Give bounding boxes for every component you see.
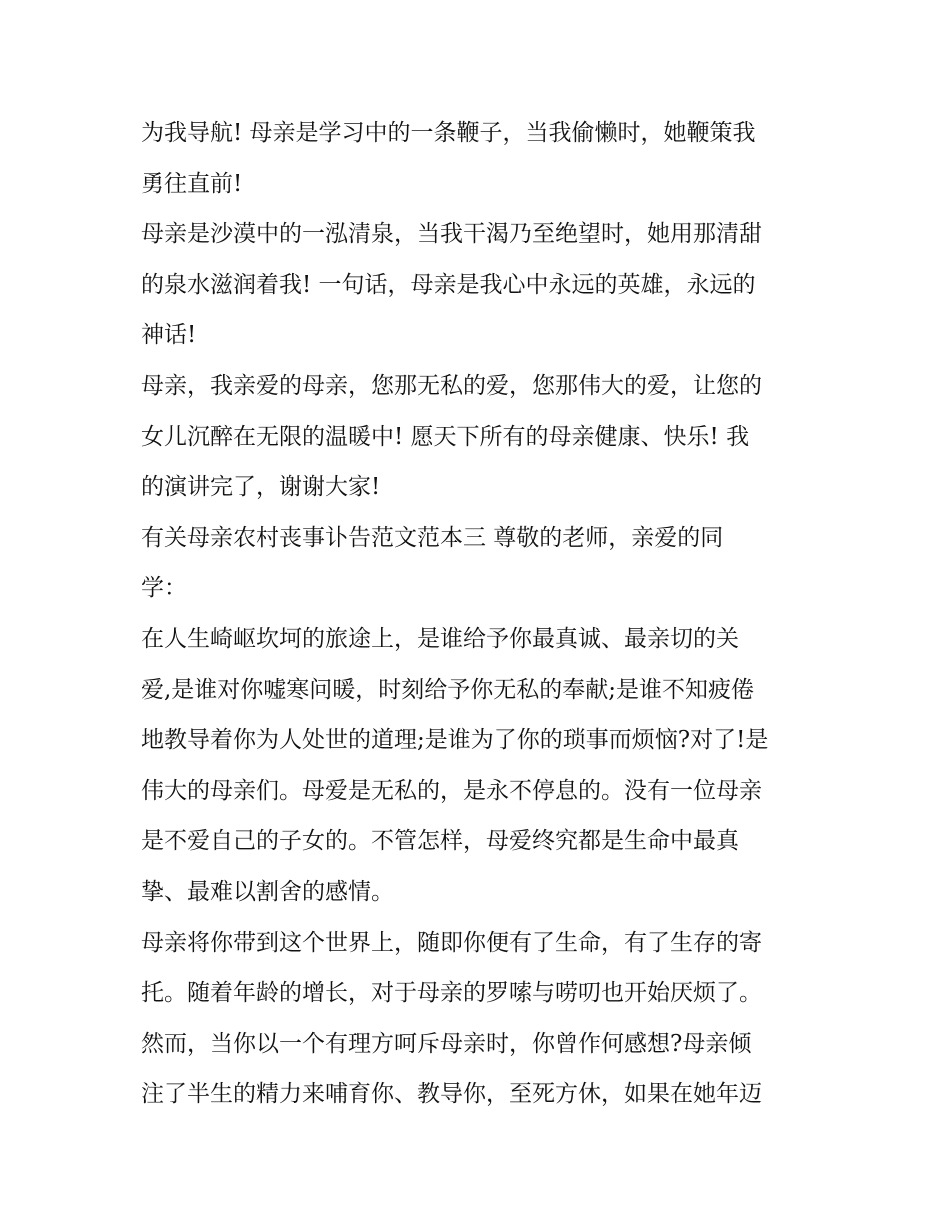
text-line: 勇往直前! [141,170,243,197]
text-line: 的演讲完了，谢谢大家! [141,474,381,501]
text-line: 挚、最难以割舍的感情。 [141,878,394,905]
text-line: 母亲是沙漠中的一泓清泉，当我干渴乃至绝望时，她用那清甜 [141,221,762,248]
text-line: 然而，当你以一个有理方呵斥母亲时，你曾作何感想?母亲倾 [141,1030,752,1057]
text-line: 地教导着你为人处世的道理;是谁为了你的琐事而烦恼?对了!是 [141,727,769,754]
text-line: 母亲将你带到这个世界上，随即你便有了生命，有了生存的寄 [141,929,762,956]
text-line: 学： [141,575,187,602]
text-line: 的泉水滋润着我! 一句话，母亲是我心中永远的英雄，永远的 [141,271,756,298]
section-heading-line: 有关母亲农村丧事讣告范文范本三 尊敬的老师，亲爱的同 [141,524,724,551]
body-text [141,108,821,1120]
text-line: 是不爱自己的子女的。不管怎样，母爱终究都是生命中最真 [141,828,739,855]
text-line: 为我导航! 母亲是学习中的一条鞭子，当我偷懒时，她鞭策我 [141,120,756,146]
text-line: 神话! [141,322,197,349]
text-line: 注了半生的精力来哺育你、教导你，至死方休，如果在她年迈 [141,1081,762,1108]
text-line: 母亲，我亲爱的母亲，您那无私的爱，您那伟大的爱，让您的 [141,372,762,399]
text-line: 爱,是谁对你嘘寒问暖，时刻给予你无私的奉献;是谁不知疲倦 [141,676,755,703]
text-line: 伟大的母亲们。母爱是无私的，是永不停息的。没有一位母亲 [141,777,762,804]
text-line: 女儿沉醉在无限的温暖中! 愿天下所有的母亲健康、快乐! 我 [141,423,750,450]
text-line: 托。随着年龄的增长，对于母亲的罗嗦与唠叨也开始厌烦了。 [141,980,762,1007]
text-line: 在人生崎岖坎坷的旅途上，是谁给予你最真诚、最亲切的关 [141,625,739,652]
